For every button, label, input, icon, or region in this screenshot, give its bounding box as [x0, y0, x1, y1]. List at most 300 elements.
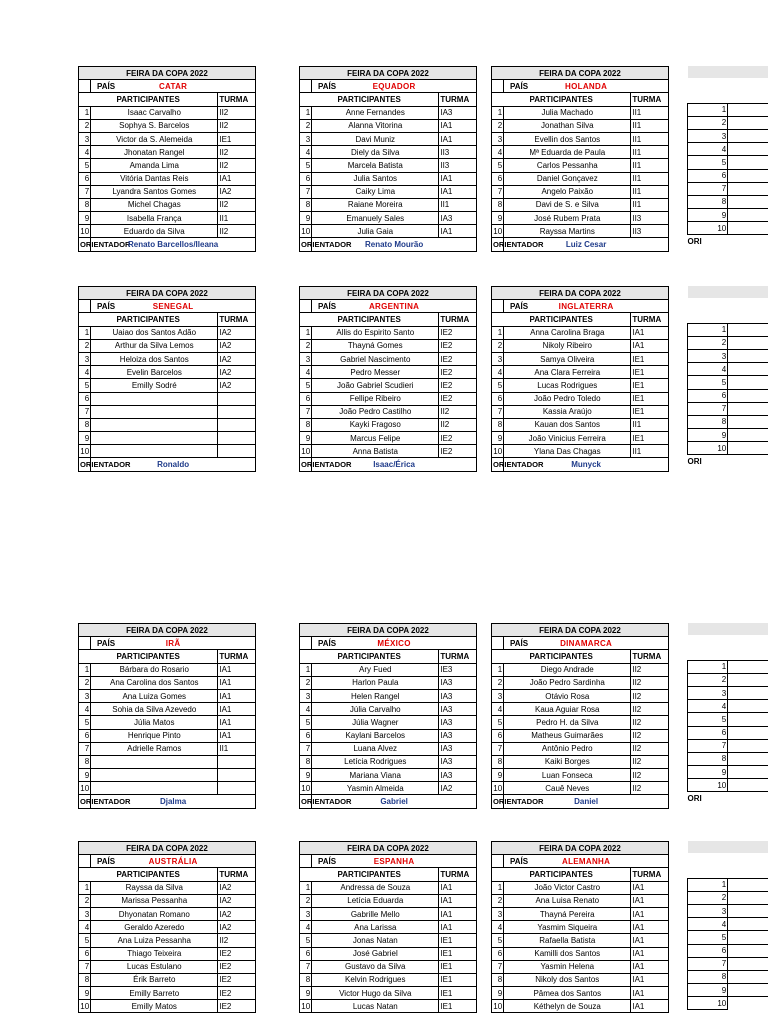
row-number: 8	[300, 973, 312, 986]
class-code: IE1	[439, 973, 477, 986]
participants-header: PARTICIPANTES	[79, 313, 218, 326]
row-number: 4	[688, 143, 728, 156]
participant-name: Amanda Lima	[91, 159, 218, 172]
class-code: IE1	[631, 392, 669, 405]
class-code: IA2	[218, 921, 256, 934]
class-code: II2	[218, 934, 256, 947]
participant-name: João Pedro Castilho	[312, 405, 439, 418]
partial-cell	[728, 209, 768, 222]
class-code: IA2	[218, 339, 256, 352]
class-code: IA3	[439, 212, 477, 225]
participant-name	[91, 432, 218, 445]
row-number: 10	[79, 1000, 91, 1013]
row-number: 2	[300, 119, 312, 132]
table-row	[492, 987, 669, 1000]
table-row	[300, 663, 477, 676]
row-number: 5	[300, 379, 312, 392]
class-code: II2	[631, 676, 669, 689]
participant-name: Victor Hugo da Silva	[312, 987, 439, 1000]
card-title: FEIRA DA COPA 2022	[79, 287, 256, 300]
row-number: 10	[688, 442, 728, 455]
class-code: IA2	[218, 379, 256, 392]
participant-name	[91, 769, 218, 782]
participant-name: Kéthelyn de Souza	[504, 1000, 631, 1013]
class-code: IA2	[218, 366, 256, 379]
row-number: 9	[79, 212, 91, 225]
class-code: IA1	[218, 703, 256, 716]
participant-name	[91, 755, 218, 768]
row-number: 1	[300, 106, 312, 119]
row-number: 10	[492, 225, 504, 238]
row-number: 2	[492, 894, 504, 907]
class-code: II1	[631, 198, 669, 211]
participant-name: Eduardo da Silva	[91, 225, 218, 238]
participant-name: Anna Batista	[312, 445, 439, 458]
partial-blank	[688, 865, 768, 878]
class-code: II1	[631, 172, 669, 185]
row-number: 2	[492, 676, 504, 689]
country-name: HOLANDA	[504, 80, 669, 93]
row-number: 4	[688, 700, 728, 713]
advisor-label: ORIENTADOR	[492, 238, 504, 251]
table-row	[492, 185, 669, 198]
table-row	[300, 445, 477, 458]
participant-name	[91, 782, 218, 795]
card-title: FEIRA DA COPA 2022	[492, 67, 669, 80]
partial-cell	[728, 970, 768, 983]
class-code: II2	[631, 769, 669, 782]
participant-name: Carlos Pessanha	[504, 159, 631, 172]
class-code: II1	[631, 445, 669, 458]
class-code: IE1	[631, 432, 669, 445]
row-number: 4	[688, 918, 728, 931]
table-row	[300, 742, 477, 755]
row-number: 4	[79, 703, 91, 716]
partial-cell	[728, 442, 768, 455]
row-number: 4	[300, 146, 312, 159]
participant-name: Julia Machado	[504, 106, 631, 119]
row-number: 7	[688, 402, 728, 415]
class-code: IE2	[218, 960, 256, 973]
table-row	[79, 339, 256, 352]
class-code	[218, 755, 256, 768]
advisor-label: ORIENTADOR	[79, 795, 91, 808]
class-code: IE2	[439, 432, 477, 445]
row-number: 1	[492, 881, 504, 894]
table-row	[300, 379, 477, 392]
participant-name: Evelin Barcelos	[91, 366, 218, 379]
country-name: INGLATERRA	[504, 300, 669, 313]
class-code: IA1	[631, 326, 669, 339]
table-row	[79, 769, 256, 782]
table-row	[492, 198, 669, 211]
partial-blank	[688, 298, 768, 310]
participant-name: Angelo Paixão	[504, 185, 631, 198]
participant-name: Kauan dos Santos	[504, 418, 631, 431]
class-code: II2	[218, 225, 256, 238]
team-card-2	[491, 66, 669, 252]
class-code: II1	[631, 119, 669, 132]
class-header: TURMA	[439, 650, 477, 663]
row-number: 4	[492, 366, 504, 379]
row-number: 1	[300, 326, 312, 339]
table-row	[492, 225, 669, 238]
row-number: 2	[688, 673, 728, 686]
card-title: FEIRA DA COPA 2022	[300, 624, 477, 637]
class-code: IE1	[631, 405, 669, 418]
table-row	[79, 960, 256, 973]
participant-name: Thayná Pereira	[504, 907, 631, 920]
table-row	[300, 894, 477, 907]
row-number: 8	[688, 195, 728, 208]
row-number: 3	[300, 907, 312, 920]
table-row	[492, 703, 669, 716]
participant-name: Thayná Gomes	[312, 339, 439, 352]
class-code: IE2	[439, 326, 477, 339]
class-code: IA1	[439, 172, 477, 185]
class-code: IA1	[439, 185, 477, 198]
card-title: FEIRA DA COPA 2022	[300, 67, 477, 80]
participant-name: João Victor Castro	[504, 881, 631, 894]
row-number: 9	[492, 987, 504, 1000]
partial-cell	[728, 376, 768, 389]
partial-card-0	[687, 66, 768, 248]
row-number: 4	[79, 366, 91, 379]
participant-name: Emilly Barreto	[91, 987, 218, 1000]
table-row	[79, 326, 256, 339]
participant-name: Cauê Neves	[504, 782, 631, 795]
class-header: TURMA	[631, 868, 669, 881]
class-code: IE2	[439, 339, 477, 352]
row-number: 7	[79, 960, 91, 973]
row-number: 9	[79, 769, 91, 782]
partial-cell	[728, 103, 768, 116]
class-code: II2	[218, 119, 256, 132]
class-code: IA2	[218, 894, 256, 907]
class-code: II2	[631, 716, 669, 729]
row-number: 6	[300, 172, 312, 185]
row-number: 10	[492, 1000, 504, 1013]
participant-name: Kelvin Rodrigues	[312, 973, 439, 986]
participant-name: Letícia Eduarda	[312, 894, 439, 907]
table-row	[79, 392, 256, 405]
row-number: 10	[492, 782, 504, 795]
row-number: 4	[492, 146, 504, 159]
class-code: IE2	[218, 947, 256, 960]
row-number: 9	[300, 987, 312, 1000]
table-row	[300, 326, 477, 339]
participants-header: PARTICIPANTES	[79, 93, 218, 106]
country-name: EQUADOR	[312, 80, 477, 93]
participant-name: Diego Andrade	[504, 663, 631, 676]
row-number: 6	[79, 392, 91, 405]
country-label: PAÍS	[79, 855, 91, 868]
class-code: IA1	[631, 881, 669, 894]
country-label: PAÍS	[492, 300, 504, 313]
partial-cell	[728, 389, 768, 402]
row-number: 9	[688, 766, 728, 779]
participant-name: Kaua Aguiar Rosa	[504, 703, 631, 716]
partial-cell	[728, 891, 768, 904]
partial-cell	[728, 779, 768, 792]
partial-cell	[728, 752, 768, 765]
table-row	[492, 894, 669, 907]
class-header: TURMA	[631, 313, 669, 326]
class-code: IA1	[218, 716, 256, 729]
row-number: 10	[492, 445, 504, 458]
participant-name: Heloiza dos Santos	[91, 352, 218, 365]
table-row	[79, 663, 256, 676]
class-code: IA1	[439, 894, 477, 907]
participant-name: Ylana Das Chagas	[504, 445, 631, 458]
class-code: IA1	[631, 987, 669, 1000]
card-title: FEIRA DA COPA 2022	[79, 67, 256, 80]
class-code: IA1	[439, 225, 477, 238]
card-title: FEIRA DA COPA 2022	[79, 624, 256, 637]
country-name: DINAMARCA	[504, 637, 669, 650]
row-number: 6	[300, 729, 312, 742]
table-row	[492, 782, 669, 795]
class-code: II3	[439, 159, 477, 172]
row-number: 9	[688, 429, 728, 442]
table-row	[300, 366, 477, 379]
table-row	[300, 146, 477, 159]
partial-cell	[728, 944, 768, 957]
team-card-11	[491, 841, 669, 1013]
advisor-name: Renato Barcellos/Ileana	[91, 238, 256, 251]
class-code: IE1	[439, 947, 477, 960]
participant-name: Ana Luiza Gomes	[91, 689, 218, 702]
class-code: IA3	[439, 769, 477, 782]
class-code: IA1	[218, 729, 256, 742]
table-row	[79, 947, 256, 960]
table-row	[79, 159, 256, 172]
participant-name: Davi de S. e Silva	[504, 198, 631, 211]
advisor-label: ORIENTADOR	[300, 795, 312, 808]
participant-name: Otávio Rosa	[504, 689, 631, 702]
class-code: II1	[439, 198, 477, 211]
table-row	[79, 418, 256, 431]
class-code: IA1	[631, 894, 669, 907]
partial-cell	[728, 700, 768, 713]
advisor-name: Isaac/Érica	[312, 458, 477, 471]
country-label: PAÍS	[492, 855, 504, 868]
partial-advisor-label: ORI	[688, 792, 768, 805]
participant-name: Pedro Messer	[312, 366, 439, 379]
advisor-label: ORIENTADOR	[300, 458, 312, 471]
table-row	[79, 106, 256, 119]
participant-name	[91, 405, 218, 418]
row-number: 8	[492, 973, 504, 986]
class-code: IA3	[439, 729, 477, 742]
row-number: 3	[79, 907, 91, 920]
advisor-label: ORIENTADOR	[79, 458, 91, 471]
table-row	[492, 119, 669, 132]
partial-cell	[728, 739, 768, 752]
partial-cell	[728, 429, 768, 442]
class-code: II2	[439, 405, 477, 418]
participant-name: Ana Carolina dos Santos	[91, 676, 218, 689]
row-number: 8	[79, 418, 91, 431]
country-name: IRÃ	[91, 637, 256, 650]
participant-name: João Vinicius Ferreira	[504, 432, 631, 445]
participant-name: João Pedro Sardinha	[504, 676, 631, 689]
table-row	[492, 973, 669, 986]
participant-name: Bárbara do Rosario	[91, 663, 218, 676]
row-number: 5	[79, 379, 91, 392]
row-number: 6	[300, 947, 312, 960]
table-row	[79, 352, 256, 365]
partial-title	[688, 623, 768, 635]
participant-name: Harlon Paula	[312, 676, 439, 689]
class-code: IE2	[439, 379, 477, 392]
table-row	[79, 703, 256, 716]
row-number: 9	[492, 212, 504, 225]
row-number: 7	[79, 185, 91, 198]
country-label: PAÍS	[492, 80, 504, 93]
participant-name: Ana Clara Ferreira	[504, 366, 631, 379]
participant-name: Luana Alvez	[312, 742, 439, 755]
participant-name: Marcela Batista	[312, 159, 439, 172]
participant-name: Kaylani Barcelos	[312, 729, 439, 742]
participants-header: PARTICIPANTES	[492, 650, 631, 663]
row-number: 4	[300, 366, 312, 379]
participant-name: Jhonatan Rangel	[91, 146, 218, 159]
class-code: II1	[218, 742, 256, 755]
table-row	[300, 392, 477, 405]
participant-name: Luan Fonseca	[504, 769, 631, 782]
participant-name: Nikoly Ribeiro	[504, 339, 631, 352]
participant-name: Lucas Rodrigues	[504, 379, 631, 392]
card-title: FEIRA DA COPA 2022	[492, 287, 669, 300]
class-header: TURMA	[439, 313, 477, 326]
row-number: 6	[492, 947, 504, 960]
table-row	[492, 326, 669, 339]
table-row	[492, 418, 669, 431]
class-code: IE3	[439, 663, 477, 676]
participant-name: Julia Gaia	[312, 225, 439, 238]
row-number: 2	[300, 339, 312, 352]
participant-name: Gabrille Mello	[312, 907, 439, 920]
table-row	[300, 716, 477, 729]
table-row	[79, 185, 256, 198]
country-label: PAÍS	[492, 637, 504, 650]
participant-name: Jonas Natan	[312, 934, 439, 947]
class-code: IA1	[631, 973, 669, 986]
participant-name: Nikoly dos Santos	[504, 973, 631, 986]
table-row	[300, 339, 477, 352]
class-code: IE2	[218, 987, 256, 1000]
participant-name: José Rubem Prata	[504, 212, 631, 225]
class-code: IE1	[218, 132, 256, 145]
row-number: 7	[300, 960, 312, 973]
class-code: IA1	[439, 907, 477, 920]
advisor-name: Daniel	[504, 795, 669, 808]
row-number: 3	[688, 904, 728, 917]
class-code: II3	[439, 146, 477, 159]
partial-cell	[728, 766, 768, 779]
row-number: 5	[300, 159, 312, 172]
participant-name: Marissa Pessanha	[91, 894, 218, 907]
team-card-0	[78, 66, 256, 252]
row-number: 1	[688, 103, 728, 116]
row-number: 3	[300, 352, 312, 365]
row-number: 6	[79, 729, 91, 742]
row-number: 4	[300, 921, 312, 934]
class-code: II3	[631, 225, 669, 238]
participants-header: PARTICIPANTES	[300, 868, 439, 881]
class-header: TURMA	[218, 93, 256, 106]
table-row	[300, 106, 477, 119]
row-number: 5	[492, 159, 504, 172]
participant-name: Gustavo da Silva	[312, 960, 439, 973]
partial-cell	[728, 904, 768, 917]
country-name: CATAR	[91, 80, 256, 93]
partial-cell	[728, 931, 768, 944]
table-row	[492, 663, 669, 676]
partial-cell	[728, 726, 768, 739]
row-number: 1	[300, 663, 312, 676]
class-code: IA3	[439, 689, 477, 702]
table-row	[300, 1000, 477, 1013]
class-code: IA1	[218, 663, 256, 676]
table-row	[492, 689, 669, 702]
table-row	[492, 881, 669, 894]
row-number: 3	[79, 132, 91, 145]
class-header: TURMA	[439, 93, 477, 106]
participant-name: Letícia Rodrigues	[312, 755, 439, 768]
table-row	[300, 729, 477, 742]
class-code: IA3	[439, 755, 477, 768]
row-number: 1	[688, 323, 728, 336]
advisor-label: ORIENTADOR	[492, 458, 504, 471]
participant-name: Ana Luisa Renato	[504, 894, 631, 907]
partial-cell	[728, 143, 768, 156]
team-card-8	[491, 623, 669, 809]
class-code: IA1	[631, 921, 669, 934]
table-row	[492, 432, 669, 445]
class-code: IA2	[439, 782, 477, 795]
row-number: 5	[300, 716, 312, 729]
row-number: 5	[79, 159, 91, 172]
table-row	[300, 432, 477, 445]
participant-name: Marcus Felipe	[312, 432, 439, 445]
table-row	[79, 782, 256, 795]
class-code: II2	[631, 689, 669, 702]
row-number: 9	[79, 432, 91, 445]
partial-cell	[728, 918, 768, 931]
team-card-10	[299, 841, 477, 1013]
partial-blank	[688, 310, 768, 323]
partial-cell	[728, 182, 768, 195]
row-number: 2	[492, 339, 504, 352]
class-header: TURMA	[439, 868, 477, 881]
partial-cell	[728, 195, 768, 208]
table-row	[79, 225, 256, 238]
row-number: 6	[79, 172, 91, 185]
row-number: 3	[300, 132, 312, 145]
row-number: 1	[79, 106, 91, 119]
participant-name: Emilly Sodré	[91, 379, 218, 392]
participant-name: Yasmim Siqueira	[504, 921, 631, 934]
table-row	[300, 172, 477, 185]
class-code: II2	[631, 782, 669, 795]
participant-name: Mariana Viana	[312, 769, 439, 782]
partial-cell	[728, 349, 768, 362]
participant-name: Júlia Carvalho	[312, 703, 439, 716]
class-code: IE1	[631, 352, 669, 365]
participant-name: Matheus Guimarães	[504, 729, 631, 742]
